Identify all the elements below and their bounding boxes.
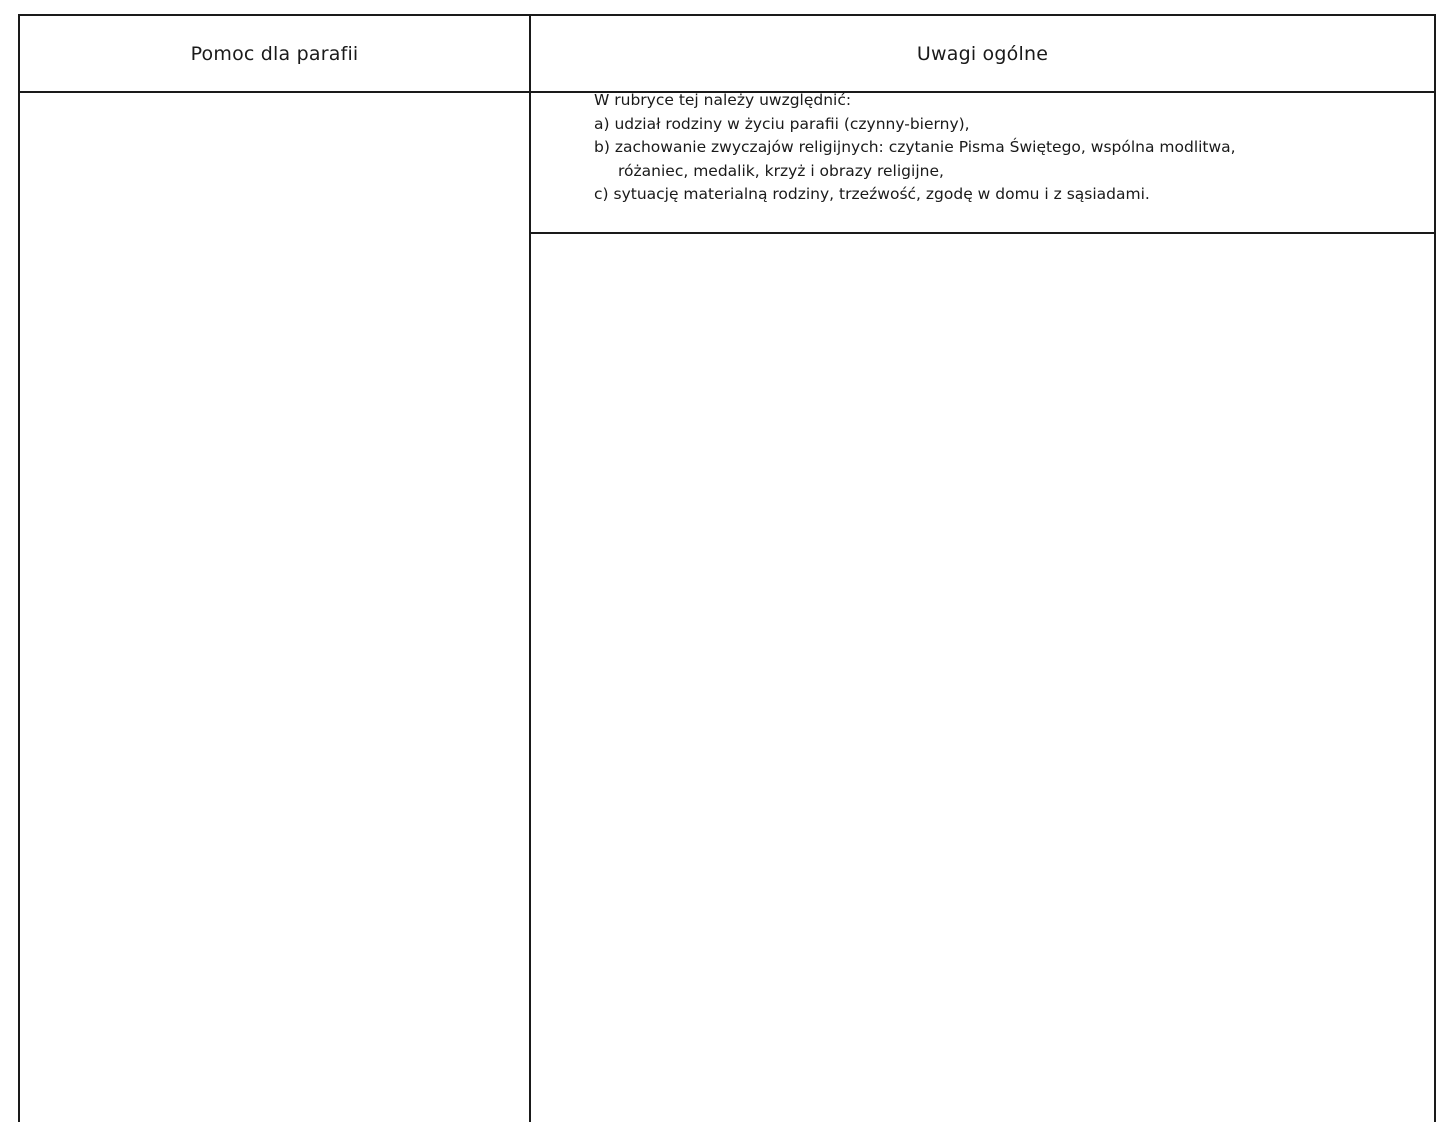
- uwagi-entry-area[interactable]: [531, 234, 1434, 1122]
- pomoc-entry-area[interactable]: [20, 93, 529, 1122]
- column-header-pomoc-label: Pomoc dla parafii: [190, 42, 359, 65]
- column-header-pomoc: [20, 16, 529, 91]
- column-header-uwagi: [531, 16, 1434, 91]
- instructions-item-a: a) udział rodziny w życiu parafii (czynny-bierny),: [594, 114, 970, 133]
- instructions-item-b-continued: różaniec, medalik, krzyż i obrazy religijne,: [618, 161, 944, 180]
- instructions-item-b: b) zachowanie zwyczajów religijnych: czytanie Pisma Świętego, wspólna modlitwa,: [594, 138, 1236, 156]
- column-header-uwagi-label: Uwagi ogólne: [916, 42, 1049, 65]
- instructions-intro: W rubryce tej należy uwzględnić:: [594, 91, 852, 109]
- instructions-block: [594, 89, 1394, 207]
- instructions-item-c: c) sytuację materialną rodziny, trzeźwość, zgodę w domu i z sąsiadami.: [594, 185, 1150, 203]
